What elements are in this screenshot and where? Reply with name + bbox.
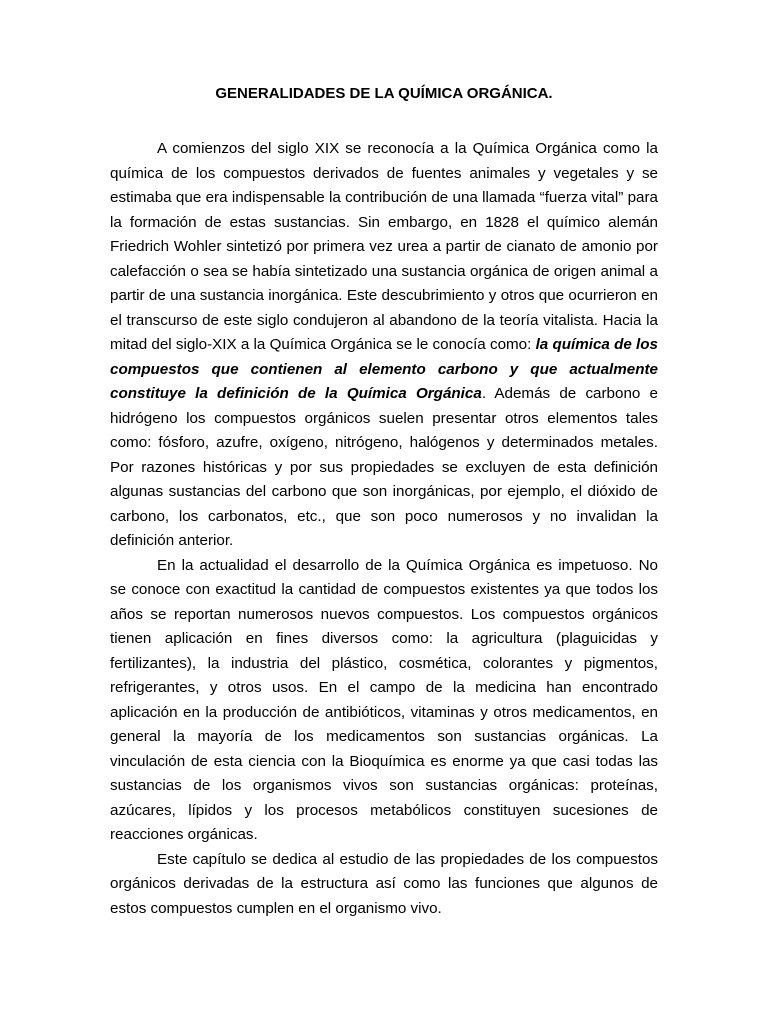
- paragraph-1-text-start: A comienzos del siglo XIX se reconocía a la Química Orgánica como la química de los compuestos derivados de fuentes animales y vegetales y se estimaba que era indispensable la contribución de una llamada “fuerza vital” para la formación de estas sustancias. Sin embargo, en 1828 el químico alemán Friedrich Wohler sintetizó por primera vez urea a partir de cianato de amonio por calefacción o sea se había sintetizado una sustancia orgánica de origen animal a partir de una sustancia inorgánica. Este descubrimiento y otros que ocurrieron en el transcurso de este siglo condujeron al abandono de la teoría vitalista. Hacia la mitad del siglo-XIX a la Química Orgánica se le conocía como:: [110, 140, 658, 353]
- document-page: [110, 0, 658, 1024]
- paragraph-1-text-end: . Además de carbono e hidrógeno los compuestos orgánicos suelen presentar otros elementos tales como: fósforo, azufre, oxígeno, nitrógeno, halógenos y determinados metales. Por razones históricas y por sus propiedades se excluyen de esta definición algunas sustancias del carbono que son inorgánicas, por ejemplo, el dióxido de carbono, los carbonatos, etc., que son poco numerosos y no invalidan la definición anterior.: [110, 385, 659, 549]
- definition-emphasis: la química de los compuestos que contienen al elemento carbono y que actualmente constituye la definición de la Química Orgánica: [110, 336, 658, 402]
- paragraph-1: [110, 137, 658, 554]
- paragraph-3: Este capítulo se dedica al estudio de las propiedades de los compuestos orgánicos derivadas de la estructura así como las funciones que algunos de estos compuestos cumplen en el organismo vivo.: [110, 850, 658, 917]
- document-title: GENERALIDADES DE LA QUÍMICA ORGÁNICA.: [215, 85, 553, 102]
- document-body: [110, 137, 658, 921]
- paragraph-2: En la actualidad el desarrollo de la Química Orgánica es impetuoso. No se conoce con exactitud la cantidad de compuestos existentes ya que todos los años se reportan numerosos nuevos compuestos. Los compuestos orgánicos tienen aplicación en fines diversos como: la agricultura (plaguicidas y fertilizantes), la industria del plástico, cosmética, colorantes y pigmentos, refrigerantes, y otros usos. En el campo de la medicina han encontrado aplicación en la producción de antibióticos, vitaminas y otros medicamentos, en general la mayoría de los medicamentos son sustancias orgánicas. La vinculación de esta ciencia con la Bioquímica es enorme ya que casi todas las sustancias de los organismos vivos son sustancias orgánicas: proteínas, azúcares, lípidos y los procesos metabólicos constituyen sucesiones de reacciones orgánicas.: [110, 556, 658, 843]
